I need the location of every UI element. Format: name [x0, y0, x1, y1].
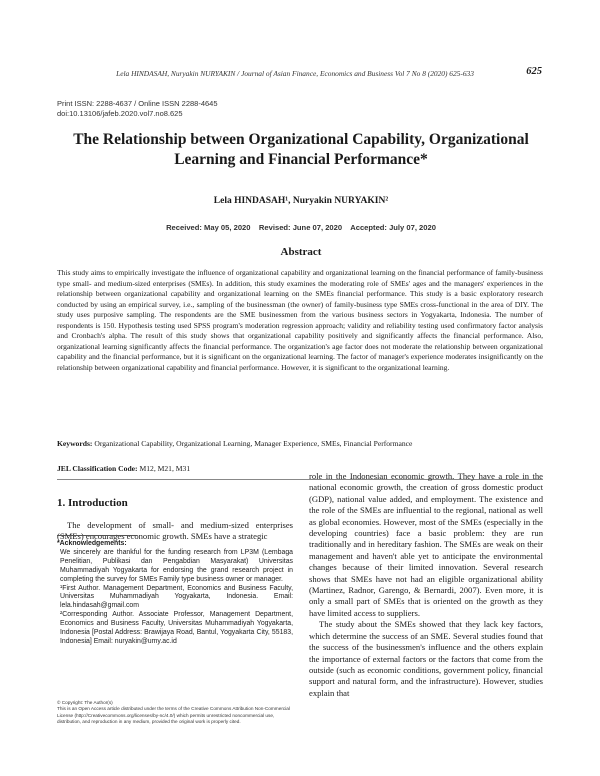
- received-dates: Received: May 05, 2020 Revised: June 07, 2020 Accepted: July 07, 2020: [166, 223, 436, 232]
- issn-line: Print ISSN: 2288-4637 / Online ISSN 2288-4645: [57, 99, 218, 108]
- license-text: This is an Open Access article distributed under the terms of the Creative Commons Attribution Non-Commercial License (http://Creativecommons.org/licenses/by-nc/4.0/) which permits unrestricted noncommercial use, distribution, and reproduction in any medium, provided the original work is properly cited.: [57, 706, 290, 724]
- abstract-heading: Abstract: [280, 246, 322, 258]
- ack-title: *Acknowledgements:: [57, 540, 127, 547]
- footnote-rule: [57, 535, 137, 536]
- keywords-value: Organizational Capability, Organizational Learning, Manager Experience, SMEs, Financial Performance: [92, 439, 413, 448]
- running-head: Lela HINDASAH, Nuryakin NURYAKIN / Journal of Asian Finance, Economics and Business Vol 7 No 8 (2020) 625-633: [116, 69, 474, 78]
- copyright-line: © Copyright: The Author(s): [57, 700, 113, 705]
- jel-value: M12, M21, M31: [137, 464, 191, 473]
- jel-label: JEL Classification Code:: [57, 464, 138, 473]
- acknowledgements: [57, 540, 293, 647]
- copyright-notice: [57, 700, 293, 725]
- abstract-text: This study aims to empirically investigate the influence of organizational capability and organizational learning on the financial performance of family-business type small- and medium-sized enterprises (SMEs). In addition, this study examines the moderating role of SMEs' ages and the managers' experiences in the relationship between organizational capability and organizational learning on the SMEs financial performance. This study is a basic exploratory research conducted by using an empirical survey, i.e., sampling of the businessman (the owner) of family-business type SMEs cross-functional in the area of DIY. The study uses purposive sampling. The respondents are the SME businessmen from the various business sectors in Yogyakarta, Indonesia. The number of respondents is 150. Hypothesis testing used SPSS program's moderation regression approach; validity and reliability testing used confirmatory factor analysis and Cronbach's alpha. The result of this study shows that organizational capability positively and significantly affects the financial performance. Also, organizational learning significantly affects the financial performance. The organization's age factor does not moderate the relationship between organizational capability and the financial performance, but it is significant on the organizational learning. The factor of manager's experience moderates insignificantly on the relationship between organizational capability and financial performance. However, it is significant to the organizational learning.: [57, 268, 543, 372]
- doi-line: doi:10.13106/jafeb.2020.vol7.no8.625: [57, 109, 183, 118]
- ack-body: We sincerely are thankful for the funding research from LP3M (Lembaga Penelitian, Publikasi dan Pengabdian Masyarakat) Universitas Muhammadiyah Yogyakarta for endorsing the grand research project in completing the survey for SMEs Family type business owner or manager.: [60, 548, 293, 583]
- intro-paragraph-1: The development of small- and medium-sized enterprises (SMEs) encourages economic growth. SMEs have a strategic: [57, 520, 293, 542]
- right-column-text: [309, 471, 543, 699]
- introduction-heading: 1. Introduction: [57, 497, 128, 509]
- page-number: 625: [526, 66, 542, 77]
- intro-paragraph-3: The study about the SMEs showed that they lack key factors, which determine the success of an SME. Several studies found that the success of the businessmen's influence and the others explain the importance of external factors or the factors that come from the outside (such as economic conditions, government policy, financial support and natural form, and the infrastructure). However, studies explain that: [309, 619, 543, 698]
- corresponding-author-note: ²Corresponding Author. Associate Professor, Management Department, Economics and Business Faculty, Universitas Muhammadiyah Yogyakarta, Indonesia [Postal Address: Brawijaya Road, Bantul, Yogyakarta City, 55183, Indonesia] Email: nuryakin@umy.ac.id: [60, 611, 293, 645]
- intro-paragraph-2: role in the Indonesian economic growth. They have a role in the national economic growth, the creation of gross domestic product (GDP), national value added, and employment. The existence and the role of the SMEs are influential to the regional, national as well as global economies. However, most of the SMEs (especially in the developing countries) face a basic problem: they are run traditionally and in hereditary fashion. The SMEs are weak on their management and haven't able yet to anticipate the environmental changes because of their limited innovation. Several research shows that SMEs have not had an eligible organizational ability (Martinez, Radnor, Garengo, & Bernardi, 2007). Even more, it is only a small part of SMEs that is oriented on the growth as they have limited access to suppliers.: [309, 471, 543, 618]
- keywords-line: [57, 439, 543, 448]
- author-list: Lela HINDASAH¹, Nuryakin NURYAKIN²: [213, 196, 389, 206]
- keywords-label: Keywords:: [57, 439, 93, 448]
- paper-title: The Relationship between Organizational Capability, Organizational Learning and Financial Performance*: [73, 131, 529, 168]
- first-author-note: ¹First Author. Management Department, Economics and Business Faculty, Universitas Muhammadiyah Yogyakarta, Indonesia. Email: lela.hindasah@gmail.com: [60, 584, 293, 610]
